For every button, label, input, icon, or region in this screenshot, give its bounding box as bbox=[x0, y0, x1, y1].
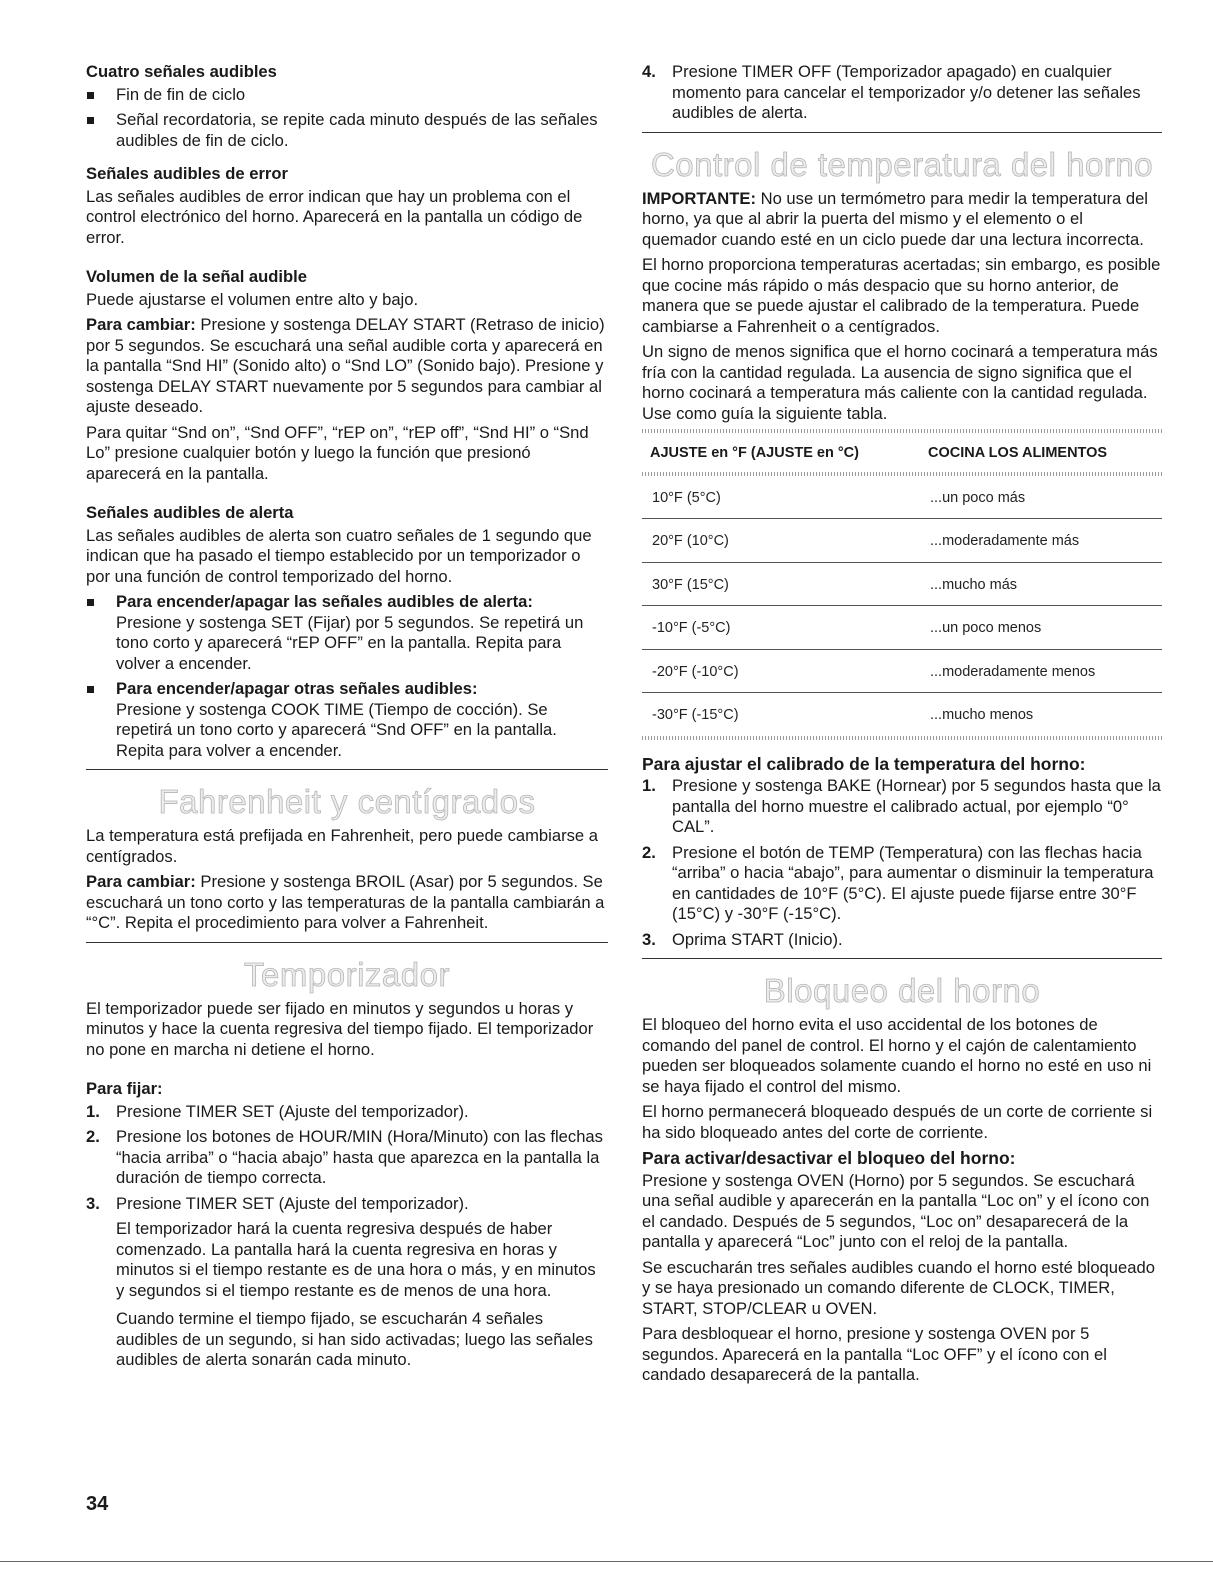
table-row bbox=[642, 649, 1162, 693]
table-cell: ...moderadamente menos bbox=[920, 649, 1162, 693]
table-cell: ...un poco más bbox=[920, 476, 1162, 519]
heading-bloqueo: Para activar/desactivar el bloqueo del horno: bbox=[642, 1148, 1016, 1168]
fahrenheit-p1: La temperatura está prefijada en Fahrenheit, pero puede cambiarse a centígrados. bbox=[86, 826, 598, 866]
page-number: 34 bbox=[86, 1493, 109, 1515]
heading-volumen: Volumen de la señal audible bbox=[86, 267, 308, 286]
step-text: Oprima START (Inicio). bbox=[672, 929, 843, 949]
error-text: Las señales audibles de error indican que hay un problema con el control electrónico del horno. Aparecerá en la pantalla un código de error. bbox=[86, 186, 583, 247]
step-text: Presione los botones de HOUR/MIN (Hora/Minuto) con las flechas “hacia arriba” o “hacia abajo” hasta que aparezca en la pantalla la duración de tiempo correcta. bbox=[116, 1127, 603, 1187]
table-row bbox=[642, 519, 1162, 563]
step3-p2: El temporizador hará la cuenta regresiva después de haber comenzado. La pantalla hará la cuenta regresiva en horas y minutos si el tiempo restante es de una hora o más, y en minutos y segundos si el tiempo restante es de menos de una hora. bbox=[116, 1219, 596, 1300]
step-text: Presione y sostenga BAKE (Hornear) por 5 segundos hasta que la pantalla del horno muestre el calibrado actual, por ejemplo “0° CAL”. bbox=[672, 776, 1161, 836]
step-number: 4. bbox=[642, 62, 656, 81]
left-column bbox=[86, 62, 608, 1376]
control-p2: El horno proporciona temperaturas acertadas; sin embargo, es posible que cocine más rápido o más despacio que su horno anterior, de manera que se puede ajustar el calibrado de la temperatura. Puede cambiarse a Fahrenheit o a centígrados. bbox=[642, 255, 1161, 336]
importante-label: IMPORTANTE: bbox=[642, 188, 756, 208]
table-cell: -30°F (-15°C) bbox=[652, 707, 739, 723]
volumen-p1: Puede ajustarse el volumen entre alto y bajo. bbox=[86, 289, 419, 309]
list-item: 3. Presione TIMER SET (Ajuste del temporizador). El temporizador hará la cuenta regresiva después de haber comenzado. La pantalla hará la cuenta regresiva en horas y minutos si el tiempo restante es de una hora o más, y en minutos y segundos si el tiempo restante es de menos de una hora. Cuando termine el tiempo fijado, se escucharán 4 señales audibles de un segundo, si han sido activadas; luego las señales audibles de alerta sonarán cada minuto. bbox=[86, 1194, 608, 1371]
timer-step-4 bbox=[642, 62, 1162, 124]
table-row bbox=[642, 476, 1162, 519]
control-p1 bbox=[642, 189, 1162, 251]
footer-rule bbox=[0, 1561, 1213, 1562]
list-item: 1. Presione y sostenga BAKE (Hornear) por 5 segundos hasta que la pantalla del horno muestre el calibrado actual, por ejemplo “0° CAL”. bbox=[642, 776, 1161, 836]
list-item bbox=[86, 679, 608, 761]
volumen-p2 bbox=[86, 315, 608, 418]
table-header-cocina: COCINA LOS ALIMENTOS bbox=[928, 445, 1108, 461]
section-title-temporizador: Temporizador bbox=[244, 955, 450, 993]
temporizador-p1: El temporizador puede ser fijado en minutos y segundos u horas y minutos y hace la cuenta regresiva del tiempo fijado. El temporizador no pone en marcha ni detiene el horno. bbox=[86, 998, 594, 1059]
step-text: Presione el botón de TEMP (Temperatura) con las flechas hacia “arriba” o hacia “abajo”, para aumentar o disminuir la temperatura en cantidades de 10°F (5°C). El ajuste puede fijarse entre 30°F (15°C) y -30°F (-15°C). bbox=[672, 842, 1154, 923]
table-row bbox=[642, 562, 1162, 606]
table-top-border bbox=[642, 429, 1162, 433]
heading-para-fijar: Para fijar: bbox=[86, 1079, 163, 1098]
volumen-p3: Para quitar “Snd on”, “Snd OFF”, “rEP on”, “rEP off”, “Snd HI” o “Snd Lo” presione cualquier botón y luego la función que presionó aparecerá en la pantalla. bbox=[86, 422, 589, 483]
table-cell: ...mucho más bbox=[920, 562, 1162, 606]
control-p3: Un signo de menos significa que el horno cocinará a temperatura más fría con la cantidad regulada. La ausencia de signo significa que el horno cocinará a temperatura más caliente con la cantidad regulada. Use como guía la siguiente tabla. bbox=[642, 342, 1158, 423]
divider bbox=[86, 942, 608, 943]
alerta-b2-lead: Para encender/apagar otras señales audibles: bbox=[116, 679, 478, 698]
alerta-b1-lead: Para encender/apagar las señales audibles de alerta: bbox=[116, 592, 533, 611]
divider bbox=[86, 769, 608, 770]
section-title-control: Control de temperatura del horno bbox=[650, 145, 1154, 183]
divider bbox=[642, 958, 1162, 959]
step-text: Presione TIMER OFF (Temporizador apagado) en cualquier momento para cancelar el temporizador y/o detener las señales audibles de alerta. bbox=[672, 62, 1141, 122]
table-bottom-border bbox=[642, 736, 1162, 740]
list-item: 1. Presione TIMER SET (Ajuste del temporizador). bbox=[86, 1101, 469, 1121]
table-row bbox=[642, 693, 1162, 736]
calibrado-steps bbox=[642, 776, 1162, 950]
fahrenheit-p2-text: Presione y sostenga BROIL (Asar) por 5 segundos. Se escuchará un tono corto y las temperaturas de la pantalla cambiarán a “°C”. Repita el procedimiento para volver a Fahrenheit. bbox=[86, 872, 605, 932]
table-cell: ...moderadamente más bbox=[920, 519, 1162, 563]
table-cell: 30°F (15°C) bbox=[642, 562, 920, 606]
section-title-fahrenheit: Fahrenheit y centígrados bbox=[158, 783, 536, 820]
table-cell: ...un poco menos bbox=[920, 606, 1162, 650]
section-title-bloqueo: Bloqueo del horno bbox=[763, 972, 1041, 1009]
table-cell: ...mucho menos bbox=[930, 707, 1034, 723]
heading-calibrado: Para ajustar el calibrado de la temperatura del horno: bbox=[642, 753, 1086, 774]
heading-cuatro: Cuatro señales audibles bbox=[86, 62, 277, 81]
table-cell: 20°F (10°C) bbox=[642, 519, 920, 563]
volumen-p2-lead: Para cambiar: bbox=[86, 315, 196, 334]
bloqueo-p4: Se escucharán tres señales audibles cuando el horno esté bloqueado y se haya presionado un comando diferente de CLOCK, TIMER, START, STOP/CLEAR u OVEN. bbox=[642, 1257, 1155, 1318]
step3-p3: Cuando termine el tiempo fijado, se escucharán 4 señales audibles de un segundo, si han sido activadas; luego las señales audibles de alerta sonarán cada minuto. bbox=[116, 1309, 593, 1369]
list-item bbox=[86, 592, 608, 674]
right-column bbox=[642, 62, 1162, 1391]
step-text: Presione TIMER SET (Ajuste del temporizador). bbox=[116, 1101, 469, 1121]
list-item: 3. Oprima START (Inicio). bbox=[642, 929, 843, 949]
alerta-list bbox=[86, 592, 608, 761]
table-row bbox=[642, 606, 1162, 650]
alerta-b2-text: Presione y sostenga COOK TIME (Tiempo de cocción). Se repetirá un tono corto y aparecerá “Snd OFF” en la pantalla. Repita para volver a encender. bbox=[116, 699, 557, 760]
bloqueo-p5: Para desbloquear el horno, presione y sostenga OVEN por 5 segundos. Aparecerá en la pantalla “Loc OFF” y el ícono con el candado desaparecerá de la pantalla. bbox=[642, 1324, 1107, 1384]
list-item: 2. Presione el botón de TEMP (Temperatura) con las flechas hacia “arriba” o hacia “abajo”, para aumentar o disminuir la temperatura en cantidades de 10°F (5°C). El ajuste puede fijarse entre 30°F (15°C) y -30°F (-15°C). bbox=[642, 842, 1154, 923]
fahrenheit-p2 bbox=[86, 872, 608, 934]
control-p1-text: No use un termómetro para medir la temperatura del horno, ya que al abrir la puerta del mismo y el elemento o el quemador cuando esté en un ciclo puede dar una lectura incorrecta. bbox=[642, 188, 1148, 249]
divider bbox=[642, 132, 1162, 133]
temporizador-steps bbox=[86, 1102, 608, 1371]
bloqueo-p3: Presione y sostenga OVEN (Horno) por 5 segundos. Se escuchará una señal audible y aparecerán en la pantalla “Loc on” y el ícono con el candado. Después de 5 segundos, “Loc on” desaparecerá de la pantalla y aparecerá “Loc” junto con el reloj de la pantalla. bbox=[642, 1170, 1150, 1251]
heading-alerta: Señales audibles de alerta bbox=[86, 503, 294, 522]
heading-error: Señales audibles de error bbox=[86, 164, 288, 183]
table-cell: 10°F (5°C) bbox=[642, 476, 920, 519]
table-cell: -10°F (-5°C) bbox=[642, 606, 920, 650]
table-header-ajuste: AJUSTE en °F (AJUSTE en °C) bbox=[650, 445, 859, 461]
fahrenheit-p2-lead: Para cambiar: bbox=[86, 872, 196, 891]
cuatro-list bbox=[86, 85, 608, 152]
list-item: Señal recordatoria, se repite cada minuto después de las señales audibles de fin de ciclo. bbox=[86, 110, 608, 151]
calibration-table bbox=[642, 439, 1162, 736]
table-header-row bbox=[642, 439, 1162, 472]
alerta-text: Las señales audibles de alerta son cuatro señales de 1 segundo que indican que ha pasado el tiempo establecido por un temporizador o por una función de control temporizado del horno. bbox=[86, 525, 592, 586]
list-item bbox=[642, 62, 1162, 124]
table-cell: -20°F (-10°C) bbox=[642, 649, 920, 693]
volumen-p2-text: Presione y sostenga DELAY START (Retraso de inicio) por 5 segundos. Se escuchará una señal audible corta y aparecerá en la pantalla “Snd HI” (Sonido alto) o “Snd LO” (Sonido bajo). Presione y sostenga DELAY START nuevamente por 5 segundos para cambiar al ajuste deseado. bbox=[86, 315, 605, 416]
bloqueo-p1: El bloqueo del horno evita el uso accidental de los botones de comando del panel de control. El horno y el cajón de calentamiento pueden ser bloqueados solamente cuando el horno no esté en uso ni se haya fijado el control del mismo. bbox=[642, 1015, 1152, 1096]
step-text: Presione TIMER SET (Ajuste del temporizador). bbox=[116, 1193, 469, 1213]
list-item: 2. Presione los botones de HOUR/MIN (Hora/Minuto) con las flechas “hacia arriba” o “hacia abajo” hasta que aparezca en la pantalla la duración de tiempo correcta. bbox=[86, 1127, 603, 1187]
bloqueo-p2: El horno permanecerá bloqueado después de un corte de corriente si ha sido bloqueado antes del corte de corriente. bbox=[642, 1102, 1153, 1142]
list-item: Fin de fin de ciclo bbox=[86, 85, 608, 106]
alerta-b1-text: Presione y sostenga SET (Fijar) por 5 segundos. Se repetirá un tono corto y aparecerá “rEP OFF” en la pantalla. Repita para volver a encender. bbox=[116, 612, 584, 673]
